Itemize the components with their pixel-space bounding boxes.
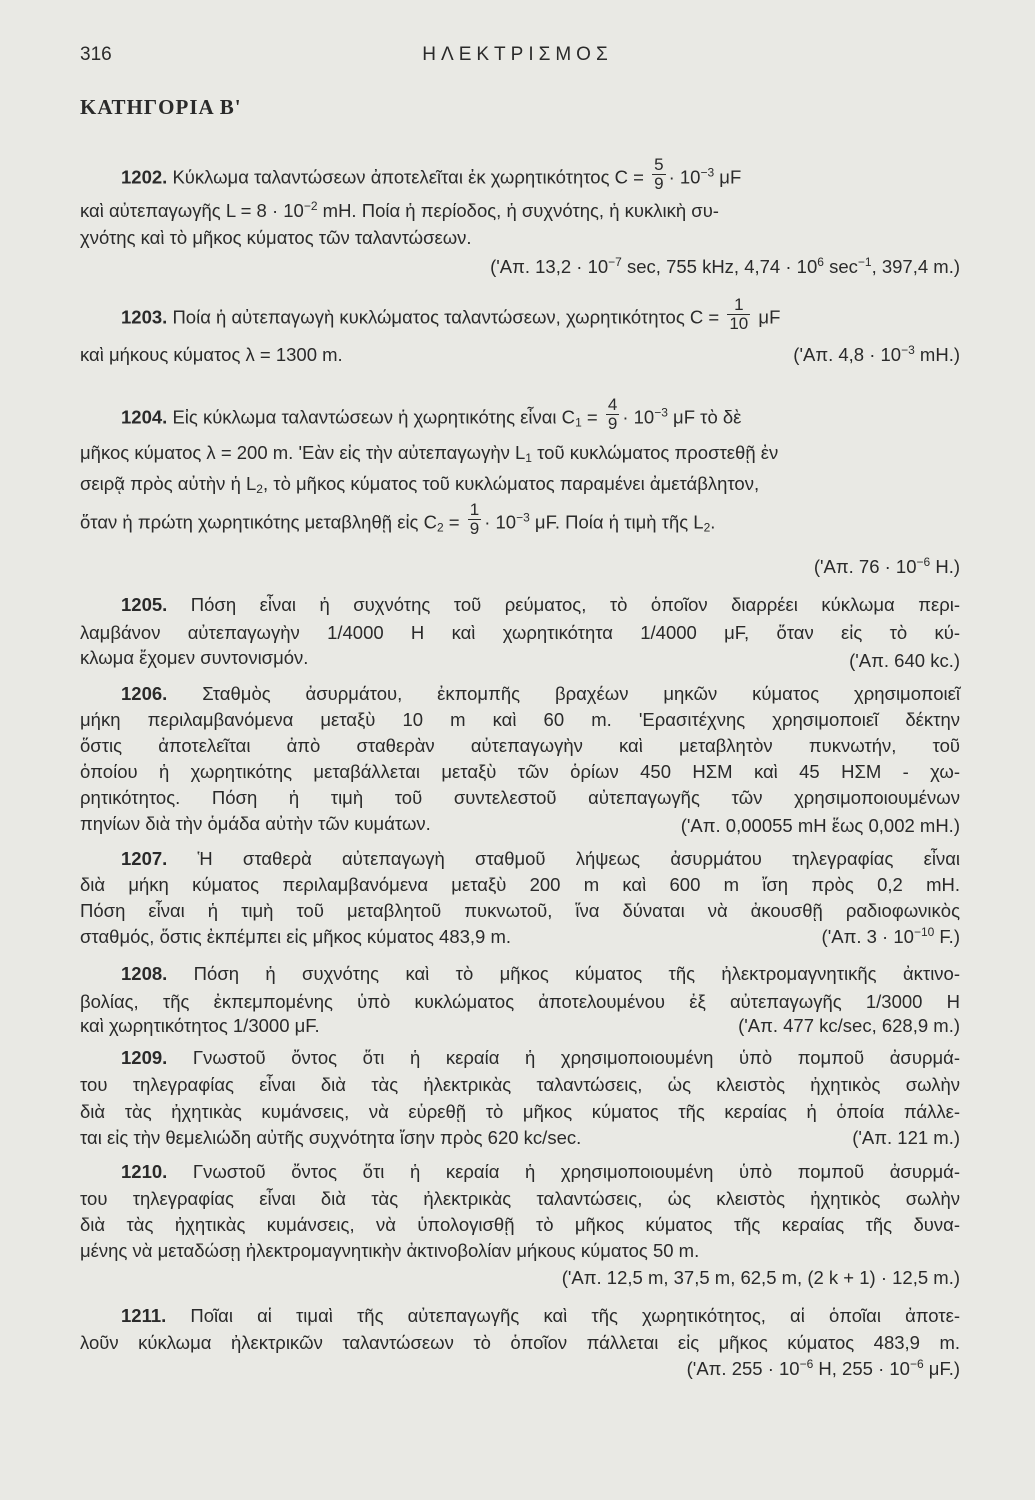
problem-line: λοῦν κύκλωμα ἠλεκτρικῶν ταλαντώσεων τὸ ὁποῖον πάλλεται εἰς μῆκος κύματος 483,9 m. (80, 1332, 960, 1353)
problem-line: λαμβάνον αὐτεπαγωγὴν 1/4000 H καὶ χωρητικότητα 1/4000 μF, ὅταν εἰς τὸ κύ- (80, 622, 960, 643)
problem-line: 1202. Κύκλωμα ταλαντώσεων ἀποτελεῖται ἐκ χωρητικότητος C = $\frac{5}{9}$ · $10^{-3}$ μF (121, 155, 742, 193)
problem-line: 1208. Πόση ἡ συχνότης καὶ τὸ μῆκος κύματος τῆς ἠλεκτρομαγνητικῆς ἀκτινο- (121, 963, 961, 984)
problem-number: 1210. (121, 1161, 168, 1182)
answer: ('Απ. 477 kc/sec, 628,9 m.) (738, 1015, 960, 1036)
problem-line: 1210. Γνωστοῦ ὄντος ὅτι ἡ κεραία ἡ χρησιμοποιουμένη ὑπὸ πομποῦ ἀσυρμά- (121, 1161, 960, 1182)
problem-line: κλωμα ἔχομεν συντονισμόν. (80, 647, 309, 668)
problem-line: 1205. Πόση εἶναι ἡ συχνότης τοῦ ρεύματος, τὸ ὁποῖον διαρρέει κύκλωμα περι- (121, 594, 960, 615)
answer: ('Απ. $13,2 \cdot 10^{-7}$ sec, 755 kHz, $4,74 \cdot 10^6$ $\sec^{-1}$, 397,4 m.) (490, 255, 960, 277)
problem-line: Πόση εἶναι ἡ τιμὴ τοῦ μεταβλητοῦ πυκνωτοῦ, ἵνα δύναται νὰ ἀκουσθῇ ραδιοφωνικὸς (80, 900, 960, 921)
problem-line: βολίας, τῆς ἐκπεμπομένης ὑπὸ κυκλώματος ἀποτελουμένου ἐξ αὐτεπαγωγῆς 1/3000 H (80, 991, 960, 1012)
problem-number: 1207. (121, 848, 168, 869)
problem-line: καὶ αὐτεπαγωγῆς $L = 8 \cdot 10^{-2}$ mH. Ποία ἡ περίοδος, ἡ συχνότης, ἡ κυκλικὴ συ- (80, 199, 719, 221)
problem-line: 1211. Ποῖαι αἱ τιμαὶ τῆς αὐτεπαγωγῆς καὶ τῆς χωρητικότητος, αἱ ὁποῖαι ἀποτε- (121, 1305, 961, 1326)
answer: ('Απ. $3 \cdot 10^{-10}$ F.) (821, 925, 960, 947)
problem-line: του τηλεγραφίας εἶναι διὰ τὰς ἠλεκτρικὰς ταλαντώσεις, ὡς κλειστὸς ἠχητικὸς σωλὴν (80, 1188, 960, 1209)
problem-line: 1204. Εἰς κύκλωμα ταλαντώσεων ἡ χωρητικότης εἶναι $C_1$ = $\frac{4}{9}$ · $10^{-3}$ μF τὸ δὲ (121, 395, 742, 433)
answer: ('Απ. $76 \cdot 10^{-6}$ H.) (813, 555, 960, 577)
problem-number: 1208. (121, 963, 168, 984)
problem-line: 1207. Ἡ σταθερὰ αὐτεπαγωγὴ σταθμοῦ λήψεως ἀσυρμάτου τηλεγραφίας εἶναι (121, 848, 960, 869)
problem-number: 1209. (121, 1047, 168, 1068)
problem-line: καὶ χωρητικότητος 1/3000 μF. (80, 1015, 320, 1036)
problem-line: χνότης καὶ τὸ μῆκος κύματος τῶν ταλαντώσεων. (80, 227, 472, 248)
problem-line: 1206. Σταθμὸς ἀσυρμάτου, ἐκπομπῆς βραχέων μηκῶν κύματος χρησιμοποιεῖ (121, 683, 961, 704)
problem-line: μῆκος κύματος λ = 200 m. 'Εὰν εἰς τὴν αὐτεπαγωγὴν $L_1$ τοῦ κυκλώματος προστεθῇ ἐν (80, 442, 779, 465)
problem-line: διὰ μήκη κύματος περιλαμβανόμενα μεταξὺ 200 m καὶ 600 m ἴση πρὸς 0,2 mH. (80, 874, 960, 895)
problem-line: διὰ τὰς ἠχητικὰς κυμάνσεις, νὰ ὑπολογισθῇ τὸ μῆκος κύματος τῆς κεραίας τῆς δυνα- (80, 1214, 960, 1235)
problem-number: 1205. (121, 594, 168, 615)
answer: ('Απ. 640 kc.) (849, 650, 960, 671)
fraction: $\frac{4}{9}$ (607, 395, 618, 433)
problem-line: ται εἰς τὴν θεμελιώδη αὐτῆς συχνότητα ἴσην πρὸς 620 kc/sec. (80, 1127, 582, 1148)
problem-number: 1203. (121, 306, 168, 328)
page-number: 316 (80, 44, 112, 65)
problem-line: 1203. Ποία ἡ αὐτεπαγωγὴ κυκλώματος ταλαντώσεων, χωρητικότητος C = $\frac{1}{10}$ μF (121, 295, 781, 333)
problem-number: 1206. (121, 683, 168, 704)
problem-line: ὁποίου ἡ χωρητικότης μεταβάλλεται μεταξὺ τῶν ὁρίων 450 ΗΣΜ καὶ 45 ΗΣΜ - χω- (80, 761, 960, 782)
problem-line: διὰ τὰς ἠχητικὰς κυμάνσεις, νὰ εὑρεθῇ τὸ μῆκος κύματος τῆς κεραίας ἡ ὁποία πάλλε- (80, 1101, 960, 1122)
problem-line: πηνίων διὰ τὴν ὁμάδα αὐτὴν τῶν κυμάτων. (80, 813, 431, 834)
problem-line: του τηλεγραφίας εἶναι διὰ τὰς ἠλεκτρικὰς ταλαντώσεις, ὡς κλειστὸς ἠχητικὸς σωλὴν (80, 1074, 960, 1095)
problem-line: μήκη περιλαμβανόμενα μεταξὺ 10 m καὶ 60 m. 'Ερασιτέχνης χρησιμοποιεῖ δέκτην (80, 709, 960, 730)
problem-line: σειρᾷ πρὸς αὐτὴν ἡ $L_2$, τὸ μῆκος κύματος τοῦ κυκλώματος παραμένει ἀμετάβλητον, (80, 473, 760, 496)
problem-number: 1211. (121, 1305, 167, 1326)
problem-line: 1209. Γνωστοῦ ὄντος ὅτι ἡ κεραία ἡ χρησιμοποιουμένη ὑπὸ πομποῦ ἀσυρμά- (121, 1047, 960, 1068)
problem-number: 1202. (121, 166, 168, 188)
running-title: ΗΛΕΚΤΡΙΣΜΟΣ (422, 44, 613, 65)
category-heading: ΚΑΤΗΓΟΡΙΑ Β' (80, 95, 242, 119)
problem-line: ὅταν ἡ πρώτη χωρητικότης μεταβληθῇ εἰς $C_2$ = $\frac{1}{9}$ · $10^{-3}$ μF. Ποία ἡ τιμὴ τῆς $L_2$. (80, 500, 716, 538)
answer: ('Απ. 0,00055 mH ἕως 0,002 mH.) (680, 815, 960, 836)
answer: ('Απ. 121 m.) (852, 1127, 960, 1148)
problem-line: μένης νὰ μεταδώσῃ ἠλεκτρομαγνητικὴν ἀκτινοβολίαν μήκους κύματος 50 m. (80, 1240, 700, 1261)
answer: ('Απ. $255 \cdot 10^{-6}$ H, $255 \cdot 10^{-6}$ μF.) (686, 1357, 960, 1379)
problem-line: σταθμός, ὅστις ἐκπέμπει εἰς μῆκος κύματος 483,9 m. (80, 926, 512, 947)
problem-line: ὅστις ἀποτελεῖται ἀπὸ σταθερὰν αὐτεπαγωγὴν καὶ μεταβλητὸν πυκνωτήν, τοῦ (80, 735, 960, 756)
answer: ('Απ. $4,8 \cdot 10^{-3}$ mH.) (793, 343, 960, 365)
fraction: $\frac{1}{9}$ (469, 500, 480, 538)
fraction: $\frac{5}{9}$ (654, 155, 664, 193)
problem-line: καὶ μήκους κύματος λ = 1300 m. (80, 344, 343, 365)
problem-line: ρητικότητος. Πόση ἡ τιμὴ τοῦ συντελεστοῦ αὐτεπαγωγῆς τῶν χρησιμοποιουμένων (80, 787, 960, 808)
fraction: $\frac{1}{10}$ (729, 295, 749, 333)
answer: ('Απ. 12,5 m, 37,5 m, 62,5 m, (2 k + 1) · 12,5 m.) (561, 1267, 960, 1288)
problem-number: 1204. (121, 406, 168, 428)
